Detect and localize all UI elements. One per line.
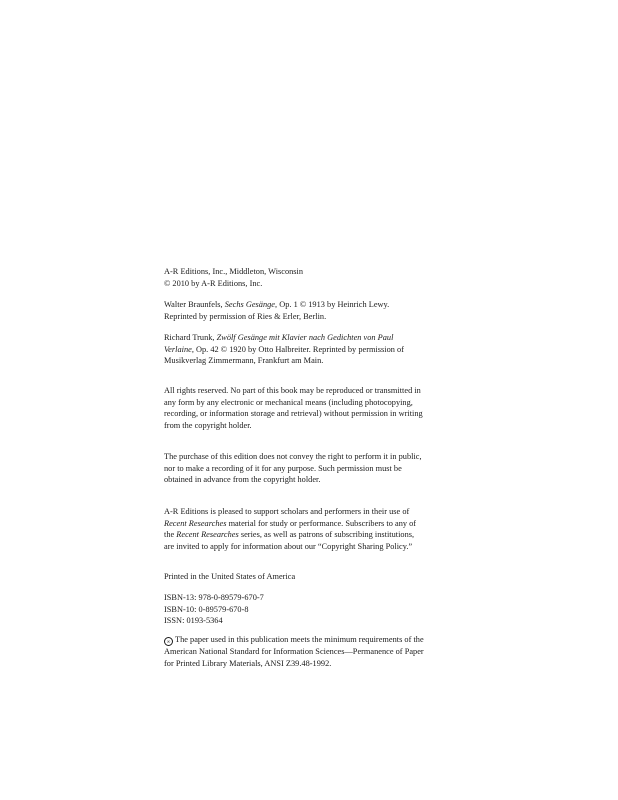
trunk-title: Zwölf Gesänge mit Klavier nach Gedichten von Paul Verlaine bbox=[164, 333, 394, 354]
braunfels-details: , Op. 1 © 1913 by Heinrich Lewy. Reprinted by permission of Ries & Erler, Berlin. bbox=[164, 300, 390, 321]
paper-statement: The paper used in this publication meets the minimum requirements of the American National Standard for Information Sciences—Permanence of Paper for Printed Library Materials, ANSI Z39.48-1992. bbox=[164, 635, 424, 668]
infinity-circle-icon: ∞ bbox=[164, 637, 173, 646]
support-part-3: series, as well as patrons of subscribing institutions, are invited to apply for information about our “Copyright Sharing Policy.” bbox=[164, 530, 415, 551]
paper-notice bbox=[164, 634, 424, 669]
support-series-2: Recent Researches bbox=[176, 530, 239, 540]
rights-text: All rights reserved. No part of this book may be reproduced or transmitted in any form by any electronic or mechanical means (including photocopying, recording, or information storage and retrieval) without permission in writing from the copyright holder. bbox=[164, 386, 423, 430]
performance-text: The purchase of this edition does not convey the right to perform it in public, nor to make a recording of it for any purpose. Such permission must be obtained in advance from the copyright holder. bbox=[164, 452, 422, 485]
rights-paragraph bbox=[164, 385, 424, 431]
publisher-location: A-R Editions, Inc., Middleton, Wisconsin bbox=[164, 267, 304, 276]
identifiers-block bbox=[164, 592, 424, 627]
support-text bbox=[164, 506, 424, 552]
braunfels-credit-text bbox=[164, 299, 424, 322]
isbn-13: ISBN-13: 978-0-89579-670-7 bbox=[164, 593, 264, 602]
performance-paragraph bbox=[164, 451, 424, 486]
braunfels-composer: Walter Braunfels, bbox=[164, 300, 225, 309]
trunk-composer: Richard Trunk, bbox=[164, 333, 217, 342]
printed-line bbox=[164, 571, 424, 583]
printed-text: Printed in the United States of America bbox=[164, 572, 296, 581]
paper-notice-text bbox=[164, 634, 424, 669]
support-part-1: A-R Editions is pleased to support scholars and performers in their use of bbox=[164, 507, 410, 516]
braunfels-credit bbox=[164, 299, 424, 322]
braunfels-title: Sechs Gesänge bbox=[224, 300, 276, 309]
support-part-2: material for study or performance. Subscribers to any of the bbox=[164, 518, 417, 540]
publisher-block bbox=[164, 266, 424, 289]
trunk-details: , Op. 42 © 1920 by Otto Halbreiter. Reprinted by permission of Musikverlag Zimmermann, Frankfurt am Main. bbox=[164, 344, 404, 366]
isbn-10: ISBN-10: 0-89579-670-8 bbox=[164, 604, 249, 614]
trunk-credit bbox=[164, 332, 424, 367]
publisher-copyright: © 2010 by A-R Editions, Inc. bbox=[164, 278, 263, 288]
support-series-1: Recent Researches bbox=[164, 518, 227, 528]
issn: ISSN: 0193-5364 bbox=[164, 616, 223, 626]
support-paragraph bbox=[164, 506, 424, 552]
trunk-credit-text bbox=[164, 332, 424, 367]
